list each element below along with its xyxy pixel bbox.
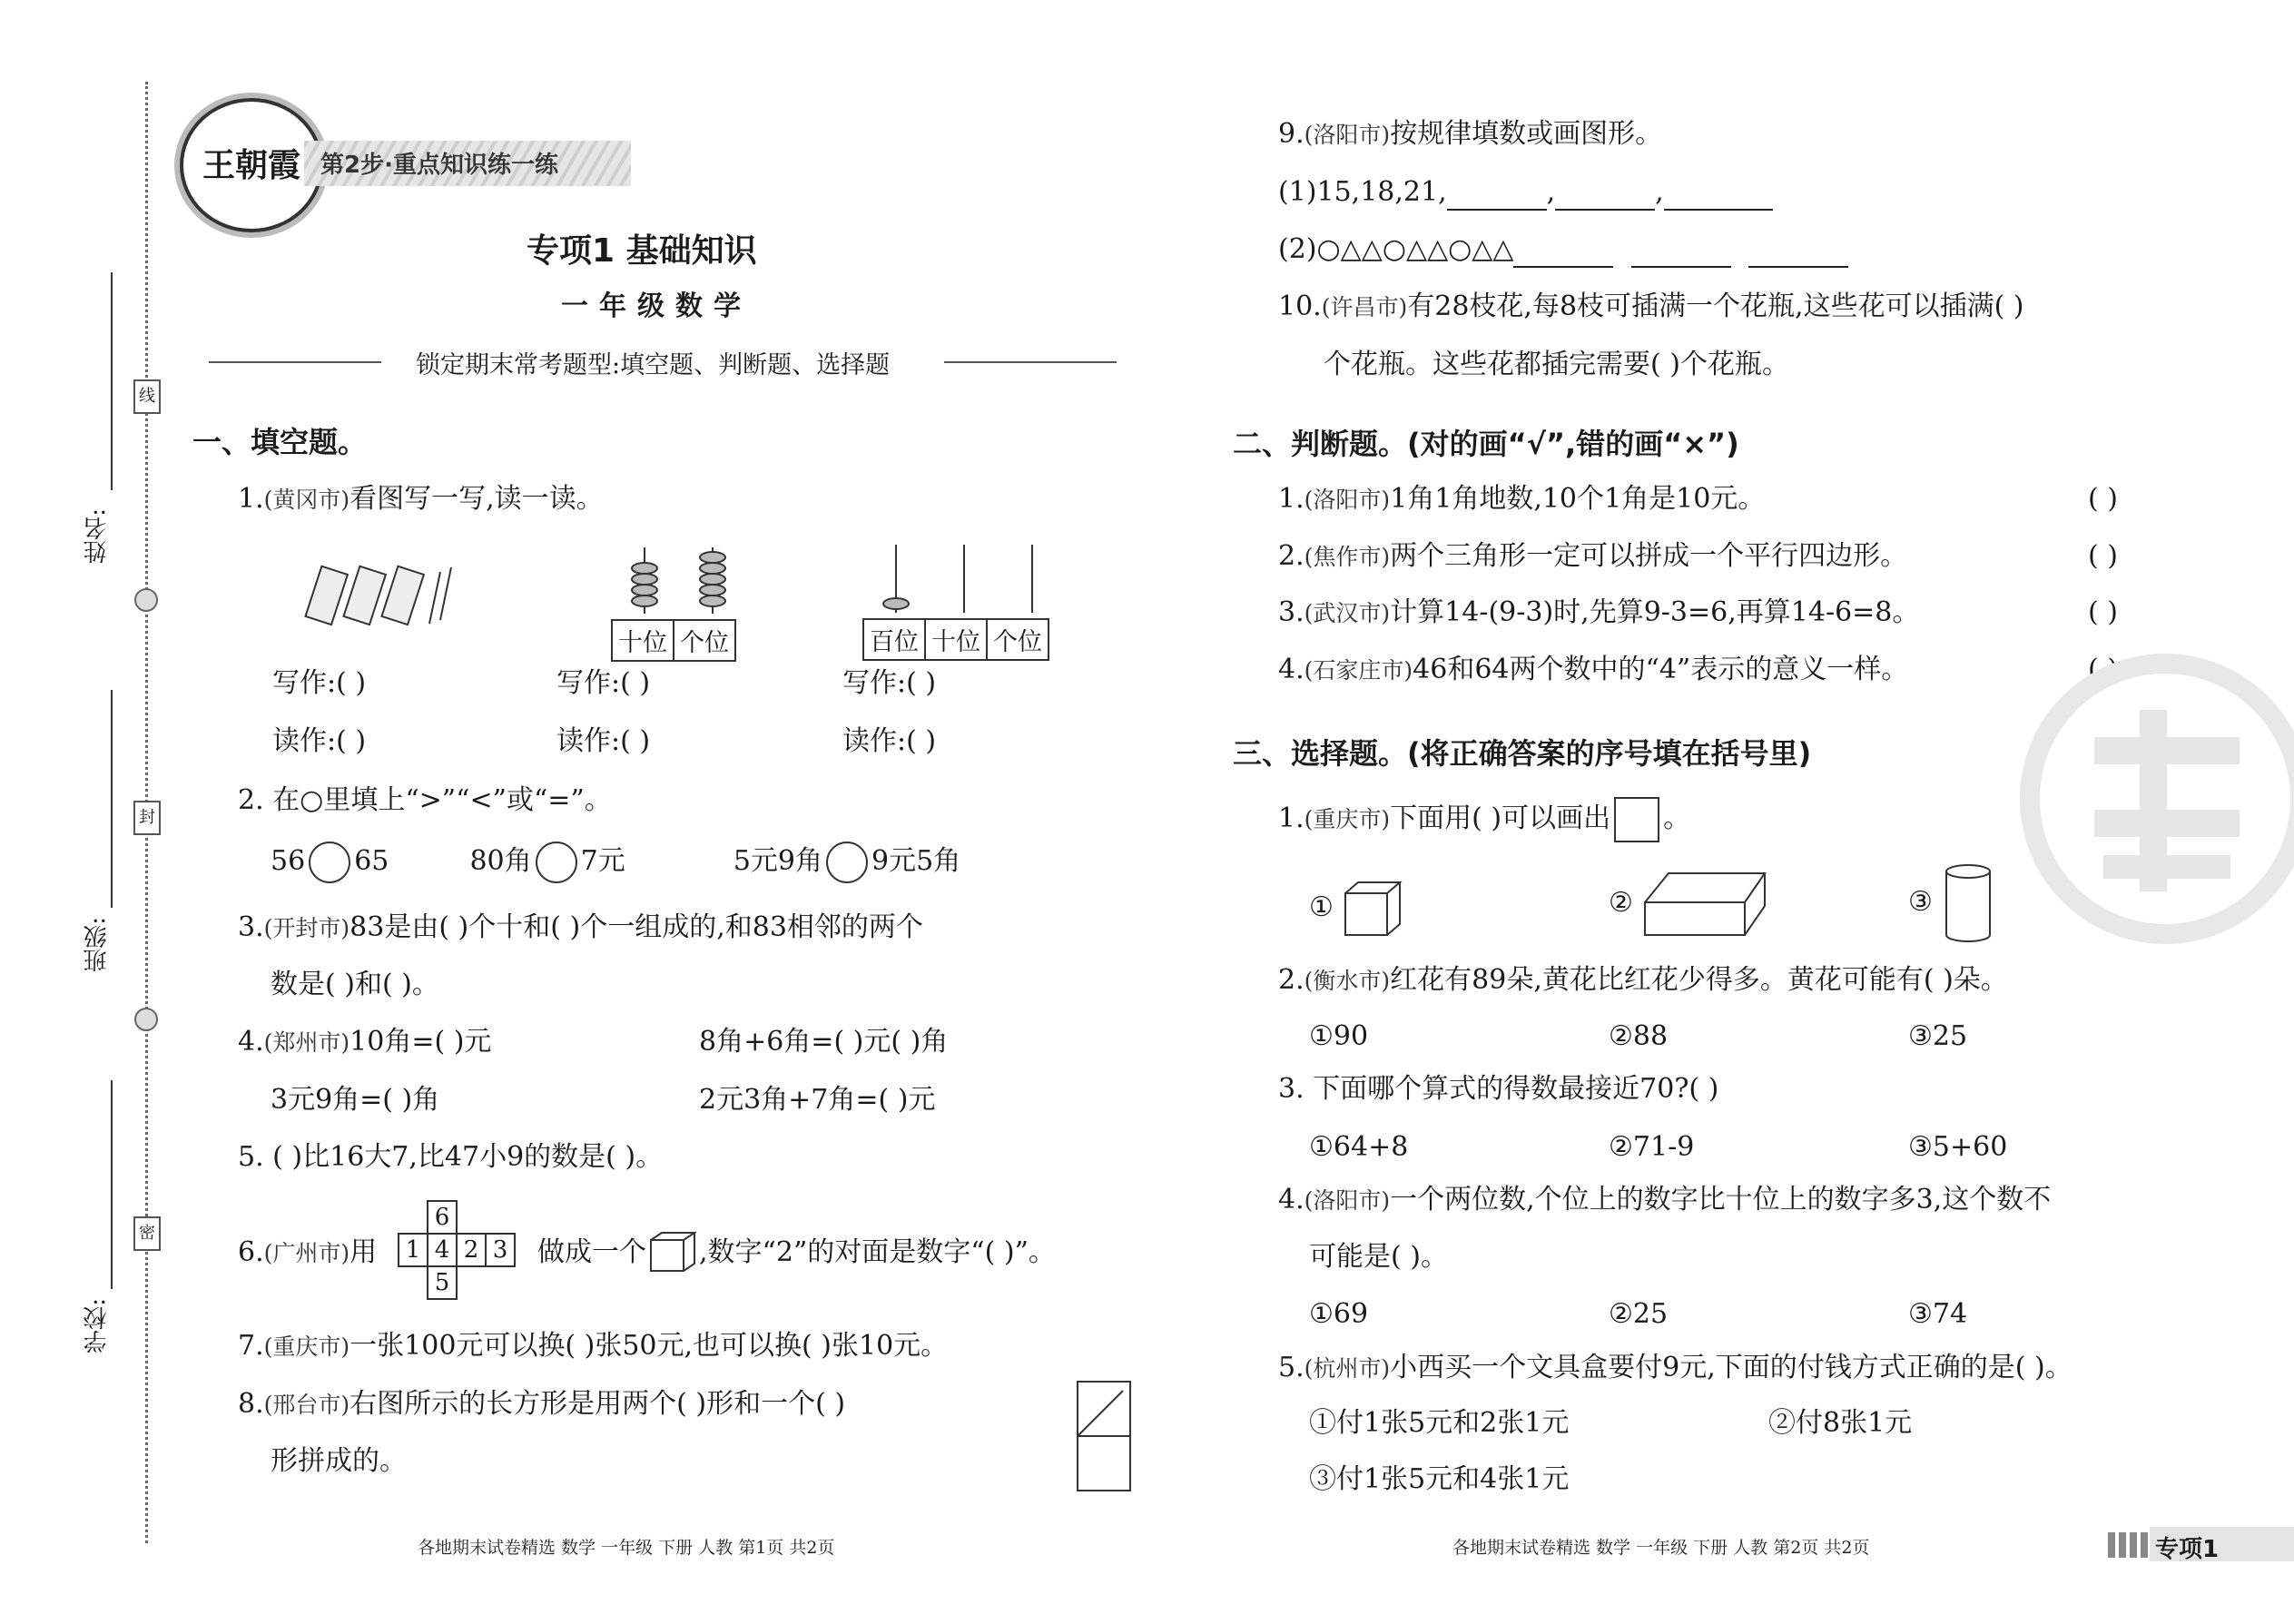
- name-label: 姓名:: [84, 508, 111, 564]
- judge-item-1: 1.(洛阳市)1角1角地数,10个1角是10元。: [1278, 483, 1766, 515]
- choice-q1-opt3[interactable]: ③: [1908, 862, 1995, 944]
- name-underline: [111, 272, 113, 490]
- compare-row: 56 65 80角 7元 5元9角 9元5角: [271, 842, 960, 883]
- footer-tag-label: 专项1: [2155, 1536, 2220, 1563]
- write-answer-1[interactable]: 写作:( ): [272, 667, 367, 699]
- school-label: 学校:: [84, 1298, 111, 1353]
- judge-item-3: 3.(武汉市)计算14-(9-3)时,先算9-3=6,再算14-6=8。: [1278, 596, 1920, 628]
- judge-answer-3[interactable]: ( ): [2088, 596, 2118, 628]
- choice-q2-opt3[interactable]: ③25: [1908, 1020, 1968, 1052]
- judge-answer-1[interactable]: ( ): [2088, 483, 2118, 515]
- step-label: 第2步·重点知识练一练: [320, 152, 558, 179]
- subline-rule-right: [944, 361, 1117, 363]
- choice-q2: 2.(衡水市)红花有89朵,黄花比红花少得多。黄花可能有( )朵。: [1278, 964, 2008, 996]
- abacus-three-digit: [862, 540, 1067, 661]
- footer-tag: [2150, 1527, 2294, 1561]
- cube-shape-icon: [1342, 879, 1405, 939]
- fill-q2: 2. 在○里填上“>”“<”或“=”。: [238, 784, 612, 816]
- choice-q1-opt1[interactable]: ①: [1309, 879, 1405, 939]
- choice-q5-opt2[interactable]: ②付8张1元: [1768, 1407, 1913, 1439]
- abacus-three-digit-labels: 百位 十位 个位: [862, 618, 1049, 661]
- fill-q9-2: (2)○△△○△△○△△: [1278, 231, 1848, 268]
- watermark-seal-icon: [2020, 654, 2294, 944]
- answer-blank[interactable]: [1555, 183, 1655, 211]
- q-text: 看图写一写,读一读。: [350, 483, 604, 515]
- subline-text: 锁定期末常考题型:填空题、判断题、选择题: [416, 351, 891, 379]
- fill-q4-c: 3元9角=( )角: [271, 1084, 440, 1116]
- abacus-two-digit-labels: 十位 个位: [611, 619, 736, 662]
- choice-q5-opt1[interactable]: ①付1张5元和2张1元: [1309, 1407, 1570, 1439]
- fill-q10-line2: 个花瓶。这些花都插完需要( )个花瓶。: [1324, 349, 1789, 380]
- fill-q10: 10.(许昌市)有28枝花,每8枝可插满一个花瓶,这些花可以插满( ): [1278, 290, 2024, 322]
- page-subtitle: 一年级数学: [561, 290, 752, 322]
- choice-q4-opt2[interactable]: ②25: [1609, 1298, 1669, 1330]
- fill-q4: 4.(郑州市)10角=( )元: [238, 1026, 492, 1058]
- step-banner: [304, 141, 631, 186]
- choice-q5: 5.(杭州市)小西买一个文具盒要付9元,下面的付钱方式正确的是( )。: [1278, 1352, 2072, 1383]
- cuboid-shape-icon: [1641, 870, 1768, 939]
- abacus-two-digit: [611, 543, 747, 662]
- footer-left: 各地期末试卷精选 数学 一年级 下册 人教 第1页 共2页: [418, 1538, 835, 1558]
- fill-q6-mid: 做成一个: [537, 1236, 646, 1268]
- answer-blank[interactable]: [1447, 183, 1547, 211]
- choice-q2-opt2[interactable]: ②88: [1609, 1020, 1669, 1052]
- choice-q3: 3. 下面哪个算式的得数最接近70?( ): [1278, 1073, 1719, 1105]
- read-answer-1[interactable]: 读作:( ): [272, 725, 367, 757]
- fill-q1: [238, 481, 604, 518]
- answer-blank[interactable]: [1513, 241, 1613, 268]
- footer-right: 各地期末试卷精选 数学 一年级 下册 人教 第2页 共2页: [1452, 1538, 1870, 1558]
- fill-heading: 一、填空题。: [192, 425, 368, 459]
- choice-q4-line2: 可能是( )。: [1309, 1241, 1448, 1273]
- school-underline: [111, 1080, 113, 1289]
- rectangle-figure: [1076, 1380, 1132, 1496]
- judge-answer-2[interactable]: ( ): [2088, 540, 2118, 572]
- cube-icon: [649, 1231, 696, 1276]
- answer-blank[interactable]: [1748, 241, 1848, 268]
- binding-mark-line: 线: [133, 379, 161, 414]
- fill-q6-post: ,数字“2”的对面是数字“( )”。: [699, 1236, 1056, 1268]
- compare-circle-3[interactable]: [826, 842, 868, 883]
- read-answer-3[interactable]: 读作:( ): [842, 725, 937, 757]
- fill-q9-1: (1)15,18,21, , ,: [1278, 174, 1773, 211]
- fill-q4-b: 8角+6角=( )元( )角: [699, 1026, 949, 1058]
- subline-rule-left: [209, 361, 381, 363]
- choice-q1-opt2[interactable]: ②: [1609, 870, 1768, 939]
- choice-q2-opt1[interactable]: ①90: [1309, 1020, 1369, 1052]
- fill-q3: 3.(开封市)83是由( )个十和( )个一组成的,和83相邻的两个: [238, 911, 923, 943]
- judge-item-4: 4.(石家庄市)46和64两个数中的“4”表示的意义一样。: [1278, 654, 1909, 685]
- read-answer-2[interactable]: 读作:( ): [556, 725, 651, 757]
- fill-q8-line2: 形拼成的。: [271, 1445, 407, 1477]
- choice-q4-opt1[interactable]: ①69: [1309, 1298, 1369, 1330]
- choice-q1: 1.(重庆市)下面用( )可以画出 。: [1278, 797, 1690, 842]
- answer-blank[interactable]: [1664, 183, 1773, 211]
- choice-q3-opt2[interactable]: ②71-9: [1609, 1131, 1695, 1163]
- compare-circle-2[interactable]: [536, 842, 577, 883]
- logo-badge: [180, 98, 323, 232]
- stick-bundles-image: [304, 558, 486, 631]
- fill-q4-d: 2元3角+7角=( )元: [699, 1084, 936, 1116]
- fill-q7: 7.(重庆市)一张100元可以换( )张50元,也可以换( )张10元。: [238, 1330, 949, 1362]
- cylinder-shape-icon: [1941, 862, 1995, 944]
- binding-ornament-icon: [134, 588, 158, 612]
- judge-answer-4[interactable]: ( ): [2088, 654, 2118, 685]
- logo-text: 王朝霞: [202, 146, 300, 184]
- choice-q5-opt3[interactable]: ③付1张5元和4张1元: [1309, 1463, 1570, 1495]
- q-source: (黄冈市): [263, 487, 350, 513]
- write-answer-2[interactable]: 写作:( ): [556, 667, 651, 699]
- write-answer-3[interactable]: 写作:( ): [842, 667, 937, 699]
- compare-circle-1[interactable]: [309, 842, 350, 883]
- square-icon: [1614, 797, 1659, 842]
- judge-item-2: 2.(焦作市)两个三角形一定可以拼成一个平行四边形。: [1278, 540, 1908, 572]
- binding-mark-secret: 密: [133, 1216, 161, 1251]
- choice-q3-opt3[interactable]: ③5+60: [1908, 1131, 2008, 1163]
- fill-q6: 6.(广州市)用: [238, 1236, 378, 1268]
- binding-mark-seal: 封: [133, 801, 161, 835]
- q-number: 1.: [238, 483, 264, 515]
- fill-q8: 8.(邢台市)右图所示的长方形是用两个( )形和一个( ): [238, 1388, 846, 1420]
- choice-heading: 三、选择题。(将正确答案的序号填在括号里): [1233, 736, 1812, 771]
- cube-net: 6 1 4 2 3 5: [398, 1200, 516, 1300]
- choice-q3-opt1[interactable]: ①64+8: [1309, 1131, 1409, 1163]
- choice-q4: 4.(洛阳市)一个两位数,个位上的数字比十位上的数字多3,这个数不: [1278, 1184, 2052, 1216]
- footer-tag-pattern: [2108, 1532, 2148, 1558]
- class-label: 班级:: [84, 917, 111, 972]
- judge-heading: 二、判断题。(对的画“√”,错的画“×”): [1233, 427, 1739, 461]
- fill-q3-line2: 数是( )和( )。: [271, 969, 439, 1000]
- fill-q9: 9.(洛阳市)按规律填数或画图形。: [1278, 118, 1663, 150]
- class-underline: [111, 690, 113, 908]
- answer-blank[interactable]: [1631, 241, 1731, 268]
- binding-ornament-icon: [134, 1008, 158, 1031]
- fill-q5: 5. ( )比16大7,比47小9的数是( )。: [238, 1141, 664, 1173]
- page-title: 专项1 基础知识: [527, 232, 757, 270]
- choice-q4-opt3[interactable]: ③74: [1908, 1298, 1968, 1330]
